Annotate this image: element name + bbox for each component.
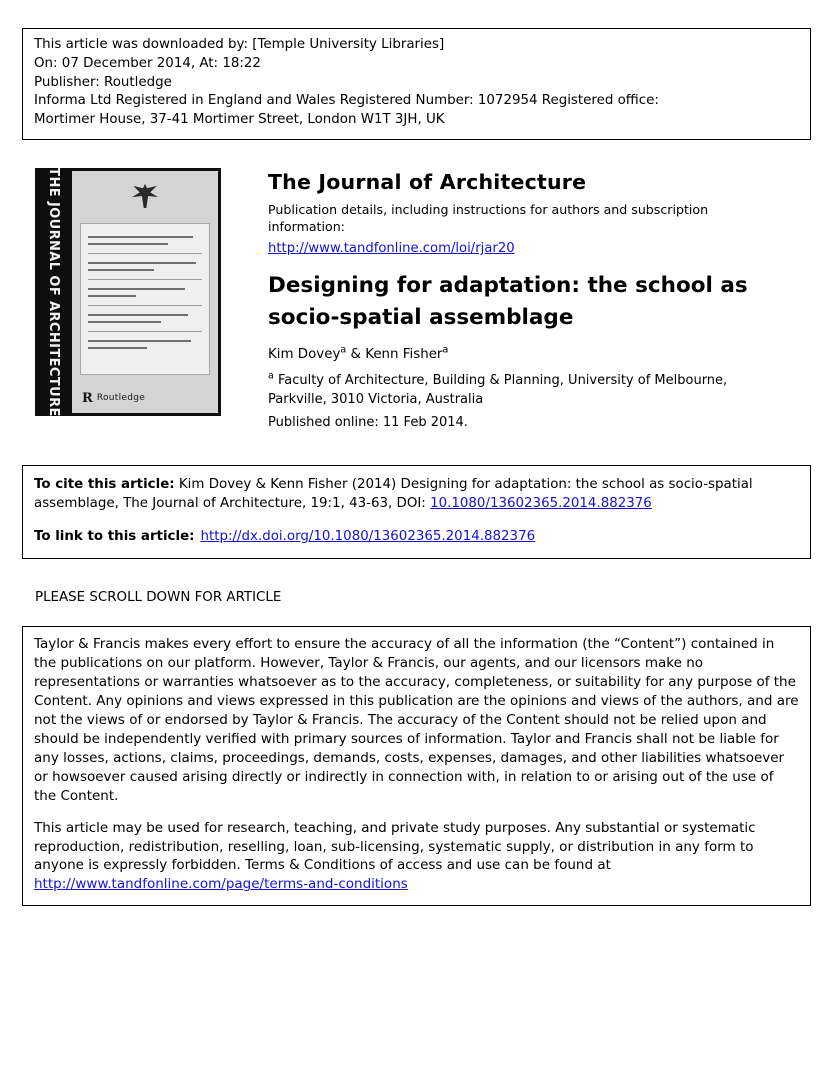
published-online-date: Published online: 11 Feb 2014. — [268, 414, 468, 430]
author-affiliation — [268, 371, 773, 410]
publisher-line: Publisher: Routledge — [34, 74, 172, 90]
journal-title: The Journal of Architecture — [268, 169, 587, 194]
cite-label: To cite this article: — [34, 476, 175, 492]
author-name-1: Kim Dovey — [268, 346, 341, 362]
cover-text-line — [88, 243, 168, 245]
link-paragraph — [34, 527, 799, 547]
journal-header — [22, 168, 811, 430]
cover-text-line — [88, 288, 185, 290]
cover-text-line — [88, 347, 147, 349]
affiliation-text: Faculty of Architecture, Building & Planning, University of Melbourne, Parkville, 3010 Victoria, Australia — [268, 372, 728, 408]
publication-details-text: Publication details, including instructions for authors and subscription information: — [268, 201, 709, 235]
disclaimer-paragraph-2-text: This article may be used for research, teaching, and private study purposes. Any substantial or systematic reproduction, redistribution, reselling, loan, sub-licensing, systematic supply, or distribution in any form to anyone is expressly forbidden. Terms & Conditions of access and use can be found at — [34, 819, 756, 874]
download-date-line: On: 07 December 2014, At: 18:22 — [34, 55, 261, 71]
article-doi-url-link[interactable]: http://dx.doi.org/10.1080/13602365.2014.882376 — [200, 528, 536, 544]
cover-divider — [88, 279, 202, 280]
cover-text-line — [88, 262, 196, 264]
journal-cover-spine-title: THE JOURNAL OF ARCHITECTURE — [46, 167, 61, 417]
routledge-logo-text: Routledge — [96, 393, 146, 404]
author-1-affiliation-mark: a — [340, 344, 347, 356]
routledge-logo-icon: R — [82, 390, 93, 406]
link-label: To link to this article: — [34, 528, 195, 544]
cover-divider — [88, 253, 202, 254]
cover-divider — [88, 305, 202, 306]
registered-office-line-2: Mortimer House, 37-41 Mortimer Street, London W1T 3JH, UK — [34, 112, 445, 128]
cover-text-line — [88, 314, 188, 316]
disclaimer-paragraph-1: Taylor & Francis makes every effort to ensure the accuracy of all the information (the “Content”) contained in the publications on our platform. However, Taylor & Francis, our agents, and our licensors make no representations or warranties whatsoever as to the accuracy, completeness, or suitability for any purpose of the Content. Any opinions and views expressed in this publication are the opinions and views of the authors, and are not the views of or endorsed by Taylor & Francis. The accuracy of the Content should not be relied upon and should be independently verified with primary sources of information. Taylor and Francis shall not be liable for any losses, actions, claims, proceedings, demands, costs, expenses, damages, and other liabilities whatsoever or howsoever caused arising directly or indirectly in connection with, in relation to or arising out of the use of the Content. — [34, 636, 799, 804]
eagle-emblem-icon — [132, 184, 158, 208]
journal-cover-thumbnail — [35, 168, 221, 416]
article-title: Designing for adaptation: the school as socio-spatial assemblage — [268, 272, 748, 330]
cover-text-line — [88, 340, 191, 342]
journal-details — [268, 168, 811, 430]
journal-homepage-link[interactable]: http://www.tandfonline.com/loi/rjar20 — [268, 240, 515, 256]
author-2-affiliation-mark: a — [442, 344, 449, 356]
cite-paragraph — [34, 475, 799, 514]
cover-text-line — [88, 269, 154, 271]
cover-divider — [88, 331, 202, 332]
registered-office-line-1: Informa Ltd Registered in England and Wales Registered Number: 1072954 Registered office: — [34, 93, 659, 109]
disclaimer-paragraph-2 — [34, 819, 799, 895]
author-name-2: Kenn Fisher — [365, 346, 443, 362]
terms-and-conditions-link[interactable]: http://www.tandfonline.com/page/terms-and-conditions — [34, 876, 408, 893]
doi-link[interactable]: 10.1080/13602365.2014.882376 — [430, 496, 652, 512]
cover-text-line — [88, 295, 136, 297]
terms-disclaimer-box — [22, 626, 811, 906]
journal-cover-contents — [80, 223, 210, 375]
cite-text: Kim Dovey & Kenn Fisher (2014) Designing for adaptation: the school as socio-spatial assemblage, The Journal of Architecture, 19:1, 43-63, DOI: — [34, 476, 753, 512]
article-authors — [268, 344, 811, 362]
cover-text-line — [88, 321, 161, 323]
authors-separator: & — [346, 346, 366, 362]
cover-text-line — [88, 236, 193, 238]
routledge-logo — [82, 391, 145, 406]
citation-box — [22, 465, 811, 560]
download-info-box — [22, 28, 811, 140]
scroll-down-notice: PLEASE SCROLL DOWN FOR ARTICLE — [35, 590, 282, 606]
downloaded-by-line: This article was downloaded by: [Temple University Libraries] — [34, 37, 445, 52]
journal-cover-header — [72, 171, 218, 221]
affiliation-mark: a — [268, 370, 274, 382]
journal-cover-body — [72, 171, 218, 413]
